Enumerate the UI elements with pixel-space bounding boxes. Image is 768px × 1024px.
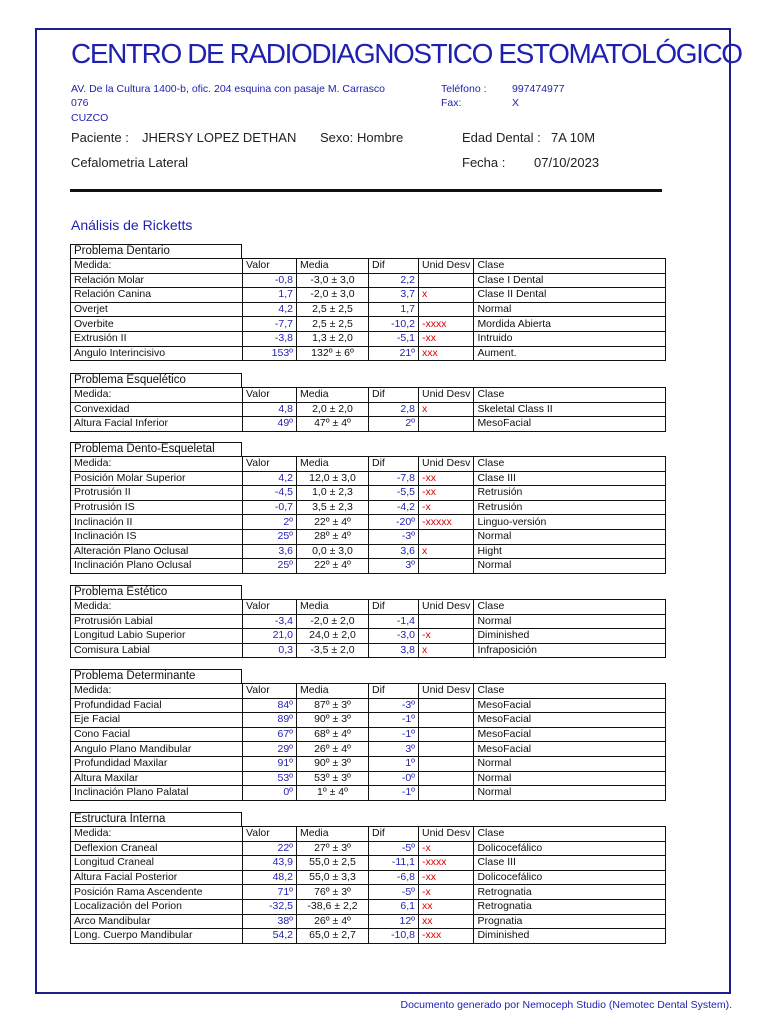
address-city: CUZCO <box>71 112 109 124</box>
cell-deviation <box>419 273 474 288</box>
cell-mean: 12,0 ± 3,0 <box>297 471 369 486</box>
column-header: Unid Desv <box>419 600 474 615</box>
cell-value: -4,5 <box>243 486 297 501</box>
cell-deviation <box>419 529 474 544</box>
cell-class: Normal <box>474 614 666 629</box>
cell-deviation <box>419 713 474 728</box>
cell-value: -3,8 <box>243 331 297 346</box>
cell-measure: Inclinación IS <box>71 529 243 544</box>
cell-diff: 3º <box>369 559 419 574</box>
cell-value: 48,2 <box>243 870 297 885</box>
cell-deviation: x <box>419 544 474 559</box>
cell-measure: Protrusión II <box>71 486 243 501</box>
table-row <box>71 771 666 786</box>
cell-diff: -10,2 <box>369 317 419 332</box>
cell-deviation <box>419 742 474 757</box>
analysis-title: Análisis de Ricketts <box>71 217 193 233</box>
cell-diff: -1,4 <box>369 614 419 629</box>
group-title: Problema Determinante <box>70 669 242 683</box>
cell-diff: -3,0 <box>369 629 419 644</box>
dental-age-label: Edad Dental : <box>462 130 541 145</box>
cell-mean: 53º ± 3º <box>297 771 369 786</box>
cell-deviation: -x <box>419 885 474 900</box>
cell-deviation <box>419 786 474 801</box>
column-header: Media <box>297 259 369 274</box>
table-header-row <box>71 259 666 274</box>
cell-class: Diminished <box>474 929 666 944</box>
cell-value: 4,2 <box>243 302 297 317</box>
cell-value: 153º <box>243 346 297 361</box>
cell-diff: -5º <box>369 841 419 856</box>
cell-value: 21,0 <box>243 629 297 644</box>
cell-class: Diminished <box>474 629 666 644</box>
measurement-table <box>70 826 666 944</box>
cell-diff: 3,6 <box>369 544 419 559</box>
patient-name: JHERSY LOPEZ DETHAN <box>142 130 297 145</box>
column-header: Medida: <box>71 684 243 699</box>
phone-value: 997474977 <box>512 83 565 95</box>
cell-value: 91º <box>243 756 297 771</box>
cell-mean: 3,5 ± 2,3 <box>297 500 369 515</box>
table-row <box>71 402 666 417</box>
cell-class: Clase III <box>474 856 666 871</box>
column-header: Clase <box>474 457 666 472</box>
column-header: Unid Desv <box>419 388 474 403</box>
table-header-row <box>71 457 666 472</box>
cell-measure: Inclinación Plano Oclusal <box>71 559 243 574</box>
cell-deviation: -xxx <box>419 929 474 944</box>
table-row <box>71 727 666 742</box>
cell-class: Clase III <box>474 471 666 486</box>
cell-class: Clase II Dental <box>474 288 666 303</box>
column-header: Clase <box>474 259 666 274</box>
cell-measure: Protrusión IS <box>71 500 243 515</box>
cell-mean: 22º ± 4º <box>297 559 369 574</box>
cell-class: Normal <box>474 771 666 786</box>
cell-mean: -2,0 ± 3,0 <box>297 288 369 303</box>
table-row <box>71 500 666 515</box>
cell-measure: Relación Molar <box>71 273 243 288</box>
table-row <box>71 870 666 885</box>
table-row <box>71 417 666 432</box>
cell-diff: 3,8 <box>369 643 419 658</box>
cell-value: -7,7 <box>243 317 297 332</box>
cell-diff: -5º <box>369 885 419 900</box>
cell-measure: Overjet <box>71 302 243 317</box>
column-header: Media <box>297 684 369 699</box>
cell-measure: Inclinación Plano Palatal <box>71 786 243 801</box>
cell-class: Mordida Abierta <box>474 317 666 332</box>
cell-value: -3,4 <box>243 614 297 629</box>
cell-diff: 12º <box>369 914 419 929</box>
cell-diff: -0º <box>369 771 419 786</box>
cell-deviation: -xx <box>419 486 474 501</box>
table-row <box>71 302 666 317</box>
column-header: Clase <box>474 684 666 699</box>
cell-measure: Longitud Craneal <box>71 856 243 871</box>
cell-class: Normal <box>474 786 666 801</box>
cell-measure: Comisura Labial <box>71 643 243 658</box>
date-value: 07/10/2023 <box>534 155 600 170</box>
cell-mean: 26º ± 4º <box>297 914 369 929</box>
cell-measure: Profundidad Maxilar <box>71 756 243 771</box>
column-header: Valor <box>243 259 297 274</box>
cell-deviation: -x <box>419 629 474 644</box>
cell-deviation: x <box>419 643 474 658</box>
column-header: Valor <box>243 600 297 615</box>
cell-class: Hight <box>474 544 666 559</box>
address-line: AV. De la Cultura 1400-b, ofic. 204 esquina con pasaje M. Carrasco <box>71 83 386 95</box>
cell-diff: -1º <box>369 727 419 742</box>
cell-value: 0,3 <box>243 643 297 658</box>
cell-measure: Extrusión II <box>71 331 243 346</box>
cell-mean: 76º ± 3º <box>297 885 369 900</box>
cell-value: 2º <box>243 515 297 530</box>
cell-value: 71º <box>243 885 297 900</box>
cell-deviation: xxx <box>419 346 474 361</box>
column-header: Medida: <box>71 388 243 403</box>
cell-class: Retrusión <box>474 500 666 515</box>
cell-value: 4,8 <box>243 402 297 417</box>
cell-mean: -3,0 ± 3,0 <box>297 273 369 288</box>
cell-diff: -3º <box>369 698 419 713</box>
group-title: Problema Estético <box>70 585 242 599</box>
footer-note: Documento generado por Nemoceph Studio (Nemotec Dental System). <box>400 999 732 1011</box>
cell-class: Normal <box>474 756 666 771</box>
cell-mean: 90º ± 3º <box>297 756 369 771</box>
cell-deviation: x <box>419 402 474 417</box>
cell-deviation <box>419 698 474 713</box>
cell-deviation: x <box>419 288 474 303</box>
measurement-table <box>70 387 666 432</box>
cell-diff: -5,1 <box>369 331 419 346</box>
cell-mean: 90º ± 3º <box>297 713 369 728</box>
table-row <box>71 317 666 332</box>
group-title: Problema Esquelético <box>70 373 242 387</box>
cell-value: 89º <box>243 713 297 728</box>
cell-class: MesoFacial <box>474 742 666 757</box>
cell-diff: 2,2 <box>369 273 419 288</box>
table-row <box>71 273 666 288</box>
column-header: Dif <box>369 600 419 615</box>
table-row <box>71 515 666 530</box>
cell-measure: Long. Cuerpo Mandibular <box>71 929 243 944</box>
cell-measure: Angulo Plano Mandibular <box>71 742 243 757</box>
cell-value: 38º <box>243 914 297 929</box>
column-header: Media <box>297 600 369 615</box>
cell-class: Normal <box>474 302 666 317</box>
cell-mean: 2,5 ± 2,5 <box>297 302 369 317</box>
column-header: Media <box>297 827 369 842</box>
column-header: Medida: <box>71 827 243 842</box>
cell-diff: 6,1 <box>369 899 419 914</box>
cell-class: Skeletal Class II <box>474 402 666 417</box>
cell-mean: -3,5 ± 2,0 <box>297 643 369 658</box>
cell-class: Prognatia <box>474 914 666 929</box>
cell-value: 25º <box>243 529 297 544</box>
cell-diff: 21º <box>369 346 419 361</box>
cell-mean: 28º ± 4º <box>297 529 369 544</box>
column-header: Dif <box>369 457 419 472</box>
sex-label: Sexo: <box>320 130 354 145</box>
cell-measure: Posición Molar Superior <box>71 471 243 486</box>
table-row <box>71 288 666 303</box>
column-header: Unid Desv <box>419 457 474 472</box>
study-type: Cefalometria Lateral <box>71 155 189 170</box>
table-header-row <box>71 827 666 842</box>
cell-deviation: -xxxx <box>419 856 474 871</box>
cell-diff: -20º <box>369 515 419 530</box>
cell-mean: 68º ± 4º <box>297 727 369 742</box>
cell-deviation: xx <box>419 899 474 914</box>
table-row <box>71 929 666 944</box>
cell-diff: -1º <box>369 713 419 728</box>
cell-deviation: -x <box>419 841 474 856</box>
cell-diff: -1º <box>369 786 419 801</box>
table-row <box>71 559 666 574</box>
cell-mean: 2,0 ± 2,0 <box>297 402 369 417</box>
table-row <box>71 756 666 771</box>
cell-class: Clase I Dental <box>474 273 666 288</box>
cell-deviation: xx <box>419 914 474 929</box>
cell-deviation: -xx <box>419 870 474 885</box>
cell-measure: Cono Facial <box>71 727 243 742</box>
cell-value: 29º <box>243 742 297 757</box>
column-header: Unid Desv <box>419 684 474 699</box>
patient-label: Paciente : <box>71 130 129 145</box>
column-header: Valor <box>243 684 297 699</box>
cell-mean: -2,0 ± 2,0 <box>297 614 369 629</box>
cell-value: 84º <box>243 698 297 713</box>
cell-class: Retrognatia <box>474 885 666 900</box>
cell-measure: Longitud Labio Superior <box>71 629 243 644</box>
cell-value: 49º <box>243 417 297 432</box>
group-title: Estructura Interna <box>70 812 242 826</box>
cell-class: Normal <box>474 529 666 544</box>
cell-value: 53º <box>243 771 297 786</box>
cell-measure: Altura Maxilar <box>71 771 243 786</box>
cell-diff: -10,8 <box>369 929 419 944</box>
cell-mean: -38,6 ± 2,2 <box>297 899 369 914</box>
table-row <box>71 346 666 361</box>
cell-class: Normal <box>474 559 666 574</box>
cell-deviation <box>419 302 474 317</box>
column-header: Valor <box>243 827 297 842</box>
page-title: CENTRO DE RADIODIAGNOSTICO ESTOMATOLÓGICO <box>71 38 742 69</box>
date-label: Fecha : <box>462 155 506 170</box>
column-header: Dif <box>369 388 419 403</box>
cell-value: 25º <box>243 559 297 574</box>
cell-deviation <box>419 559 474 574</box>
cell-measure: Altura Facial Posterior <box>71 870 243 885</box>
fax-value: X <box>512 97 520 109</box>
table-row <box>71 471 666 486</box>
cell-class: Aument. <box>474 346 666 361</box>
table-row <box>71 856 666 871</box>
table-row <box>71 841 666 856</box>
cell-mean: 1,0 ± 2,3 <box>297 486 369 501</box>
cell-measure: Eje Facial <box>71 713 243 728</box>
table-header-row <box>71 388 666 403</box>
cell-deviation <box>419 614 474 629</box>
cell-deviation <box>419 771 474 786</box>
cell-diff: 3º <box>369 742 419 757</box>
table-row <box>71 742 666 757</box>
table-header-row <box>71 600 666 615</box>
cell-value: 54,2 <box>243 929 297 944</box>
cell-mean: 87º ± 3º <box>297 698 369 713</box>
cell-value: 4,2 <box>243 471 297 486</box>
column-header: Unid Desv <box>419 827 474 842</box>
cell-mean: 26º ± 4º <box>297 742 369 757</box>
cell-mean: 27º ± 3º <box>297 841 369 856</box>
table-row <box>71 914 666 929</box>
cell-mean: 0,0 ± 3,0 <box>297 544 369 559</box>
cell-diff: -3º <box>369 529 419 544</box>
cell-mean: 132º ± 6º <box>297 346 369 361</box>
dental-age-value: 7A 10M <box>551 130 596 145</box>
cell-value: 3,6 <box>243 544 297 559</box>
cell-measure: Angulo Interincisivo <box>71 346 243 361</box>
cell-mean: 1º ± 4º <box>297 786 369 801</box>
cell-mean: 24,0 ± 2,0 <box>297 629 369 644</box>
cell-mean: 55,0 ± 2,5 <box>297 856 369 871</box>
cell-measure: Profundidad Facial <box>71 698 243 713</box>
cell-mean: 65,0 ± 2,7 <box>297 929 369 944</box>
cell-value: 0º <box>243 786 297 801</box>
table-row <box>71 698 666 713</box>
cell-measure: Arco Mandibular <box>71 914 243 929</box>
table-row <box>71 486 666 501</box>
cell-measure: Altura Facial Inferior <box>71 417 243 432</box>
cell-measure: Alteración Plano Oclusal <box>71 544 243 559</box>
table-row <box>71 544 666 559</box>
cell-measure: Relación Canina <box>71 288 243 303</box>
column-header: Medida: <box>71 457 243 472</box>
cell-value: 43,9 <box>243 856 297 871</box>
cell-measure: Overbite <box>71 317 243 332</box>
cell-mean: 47º ± 4º <box>297 417 369 432</box>
cell-diff: 2º <box>369 417 419 432</box>
cell-measure: Inclinación II <box>71 515 243 530</box>
table-row <box>71 713 666 728</box>
cell-diff: 1,7 <box>369 302 419 317</box>
table-row <box>71 885 666 900</box>
cell-deviation <box>419 756 474 771</box>
cell-class: Dolicocefálico <box>474 870 666 885</box>
cell-class: MesoFacial <box>474 727 666 742</box>
cell-diff: 1º <box>369 756 419 771</box>
cell-diff: -6,8 <box>369 870 419 885</box>
column-header: Clase <box>474 388 666 403</box>
cell-measure: Deflexion Craneal <box>71 841 243 856</box>
cell-class: Infraposición <box>474 643 666 658</box>
cell-mean: 22º ± 4º <box>297 515 369 530</box>
cell-class: Retrognatia <box>474 899 666 914</box>
column-header: Dif <box>369 684 419 699</box>
cell-value: 1,7 <box>243 288 297 303</box>
measurement-table <box>70 456 666 574</box>
cell-deviation: -xx <box>419 471 474 486</box>
cell-mean: 1,3 ± 2,0 <box>297 331 369 346</box>
measurement-table <box>70 683 666 801</box>
cell-diff: -5,5 <box>369 486 419 501</box>
fax-label: Fax: <box>441 97 462 109</box>
cell-measure: Localización del Porion <box>71 899 243 914</box>
cell-deviation: -xxxx <box>419 317 474 332</box>
cell-diff: -7,8 <box>369 471 419 486</box>
cell-deviation: -x <box>419 500 474 515</box>
cell-diff: -4,2 <box>369 500 419 515</box>
column-header: Dif <box>369 259 419 274</box>
cell-deviation <box>419 727 474 742</box>
cell-class: Linguo-versión <box>474 515 666 530</box>
cell-value: 67º <box>243 727 297 742</box>
cell-class: MesoFacial <box>474 713 666 728</box>
cell-class: MesoFacial <box>474 417 666 432</box>
cell-mean: 55,0 ± 3,3 <box>297 870 369 885</box>
cell-value: -0,8 <box>243 273 297 288</box>
measurement-table <box>70 258 666 361</box>
column-header: Media <box>297 388 369 403</box>
group-title: Problema Dento-Esqueletal <box>70 442 242 456</box>
table-row <box>71 529 666 544</box>
cell-class: Retrusión <box>474 486 666 501</box>
cell-class: MesoFacial <box>474 698 666 713</box>
cell-value: -0,7 <box>243 500 297 515</box>
cell-mean: 2,5 ± 2,5 <box>297 317 369 332</box>
cell-value: 22º <box>243 841 297 856</box>
sex-value: Hombre <box>357 130 404 145</box>
table-row <box>71 899 666 914</box>
column-header: Clase <box>474 600 666 615</box>
column-header: Unid Desv <box>419 259 474 274</box>
cell-deviation: -xx <box>419 331 474 346</box>
cell-measure: Posición Rama Ascendente <box>71 885 243 900</box>
measurement-table <box>70 599 666 658</box>
column-header: Medida: <box>71 259 243 274</box>
cell-deviation <box>419 417 474 432</box>
cell-diff: 3,7 <box>369 288 419 303</box>
column-header: Clase <box>474 827 666 842</box>
table-row <box>71 331 666 346</box>
cell-diff: -11,1 <box>369 856 419 871</box>
cell-diff: 2,8 <box>369 402 419 417</box>
cell-value: -32,5 <box>243 899 297 914</box>
cell-measure: Protrusión Labial <box>71 614 243 629</box>
table-row <box>71 643 666 658</box>
table-header-row <box>71 684 666 699</box>
column-header: Dif <box>369 827 419 842</box>
column-header: Valor <box>243 388 297 403</box>
cell-measure: Convexidad <box>71 402 243 417</box>
table-row <box>71 614 666 629</box>
cell-class: Dolicocefálico <box>474 841 666 856</box>
column-header: Medida: <box>71 600 243 615</box>
cell-class: Intruido <box>474 331 666 346</box>
column-header: Media <box>297 457 369 472</box>
column-header: Valor <box>243 457 297 472</box>
phone-label: Teléfono : <box>441 83 487 95</box>
table-row <box>71 786 666 801</box>
table-row <box>71 629 666 644</box>
header-divider <box>70 189 662 192</box>
group-title: Problema Dentario <box>70 244 242 258</box>
cell-deviation: -xxxxx <box>419 515 474 530</box>
address-code: 076 <box>71 97 89 109</box>
